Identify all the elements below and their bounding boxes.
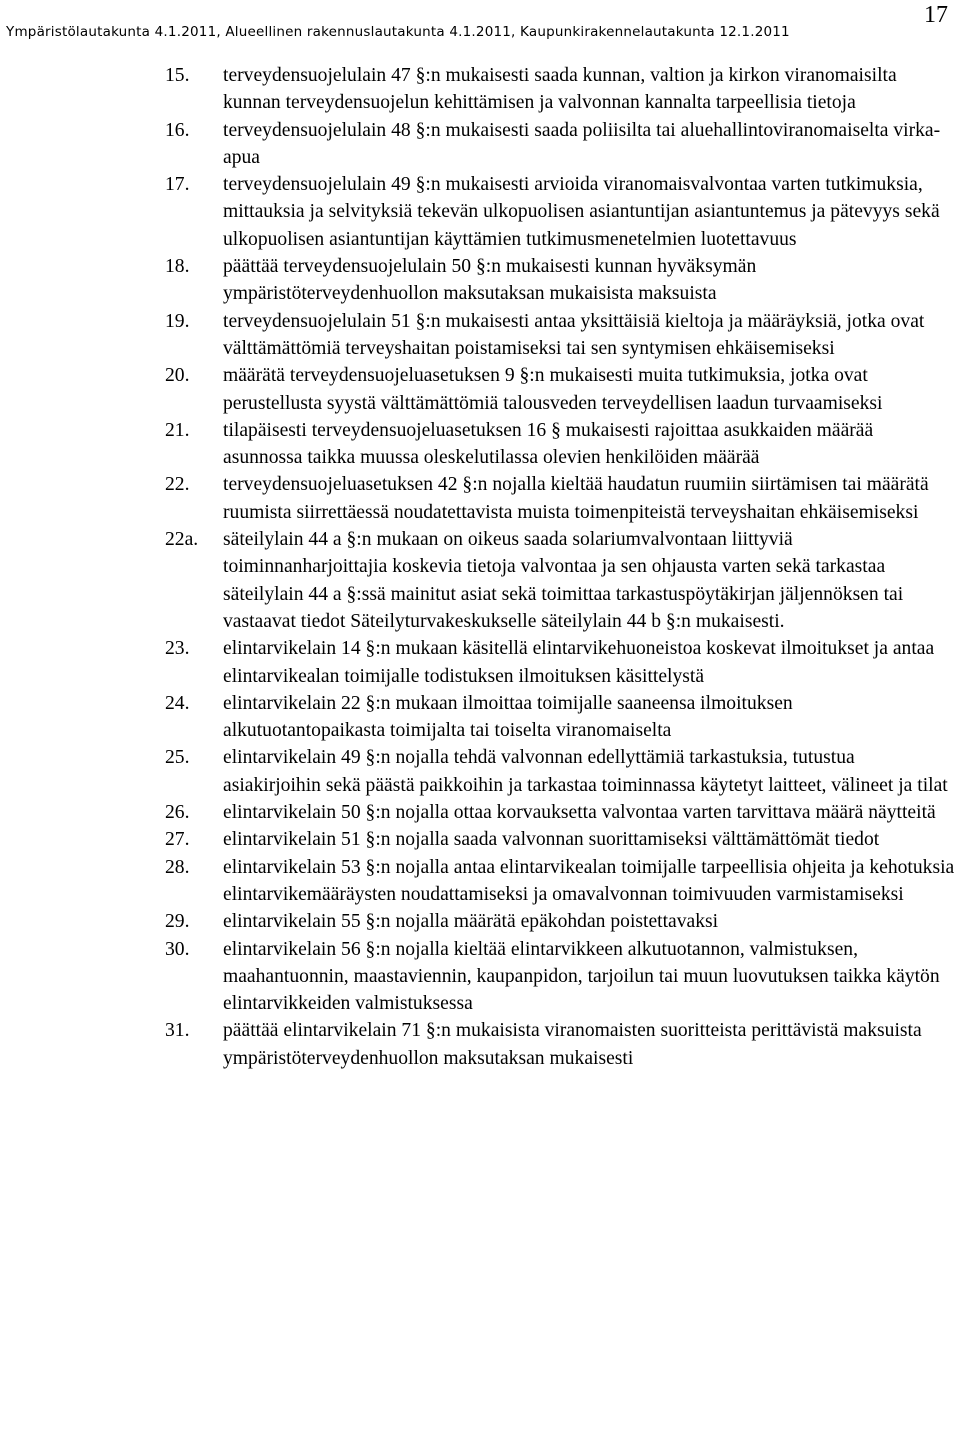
item-number: 17. bbox=[165, 174, 190, 196]
list-item bbox=[165, 171, 955, 253]
item-number: 15. bbox=[165, 65, 190, 86]
page-number: 17 bbox=[924, 2, 948, 28]
item-text: elintarvikelain 55 §:n nojalla määrätä epäkohdan poistettavaksi bbox=[223, 911, 719, 933]
item-number: 29. bbox=[165, 911, 190, 933]
numbered-list bbox=[165, 62, 955, 1072]
list-item bbox=[165, 908, 955, 935]
item-number: 16. bbox=[165, 119, 190, 141]
item-text: elintarvikelain 53 §:n nojalla antaa elintarvikealan toimijalle tarpeellisia ohjeita ja kehotuksia elintarvikemääräysten noudattamiseksi ja omavalvonnan toimivuuden varmistamiseksi bbox=[223, 856, 955, 905]
list-item bbox=[165, 471, 955, 526]
item-number: 24. bbox=[165, 692, 190, 714]
item-number: 23. bbox=[165, 638, 190, 660]
running-header: Ympäristölautakunta 4.1.2011, Alueellinen rakennuslautakunta 4.1.2011, Kaupunkirakennelautakunta 12.1.2011 bbox=[6, 24, 790, 40]
list-item bbox=[165, 635, 955, 690]
item-number: 28. bbox=[165, 856, 190, 878]
item-text: terveydensuojelulain 47 §:n mukaisesti saada kunnan, valtion ja kirkon viranomaisilta kunnan terveydensuojelun kehittämisen ja valvonnan kannalta tarpeellisia tietoja bbox=[223, 65, 897, 114]
item-text: päättää terveydensuojelulain 50 §:n mukaisesti kunnan hyväksymän ympäristöterveydenhuollon maksutaksan mukaisista maksuista bbox=[223, 256, 757, 305]
list-item bbox=[165, 1017, 955, 1072]
item-text: elintarvikelain 56 §:n nojalla kieltää elintarvikkeen alkutuotannon, valmistuksen, maahantuonnin, maastaviennin, kaupanpidon, tarjoilun tai muun luovutuksen taikka käytön elintarvikkeiden valmistuksessa bbox=[223, 938, 940, 1015]
list-item bbox=[165, 362, 955, 417]
item-number: 27. bbox=[165, 829, 190, 851]
list-item bbox=[165, 308, 955, 363]
list-item bbox=[165, 690, 955, 745]
item-text: määrätä terveydensuojeluasetuksen 9 §:n mukaisesti muita tutkimuksia, jotka ovat perustellusta syystä välttämättömiä talousveden terveydellisen laadun turvaamiseksi bbox=[223, 365, 883, 414]
item-number: 25. bbox=[165, 747, 190, 769]
list-item bbox=[165, 799, 955, 826]
list-item bbox=[165, 854, 955, 909]
item-text: elintarvikelain 14 §:n mukaan käsitellä elintarvikehuoneistoa koskevat ilmoitukset ja antaa elintarvikealan toimijalle todistuksen ilmoituksen käsittelystä bbox=[223, 638, 935, 687]
item-text: elintarvikelain 50 §:n nojalla ottaa korvauksetta valvontaa varten tarvittava määrä näytteitä bbox=[223, 802, 936, 824]
item-text: elintarvikelain 22 §:n mukaan ilmoittaa toimijalle saaneensa ilmoituksen alkutuotantopaikasta toimijalta tai toiselta viranomaiselta bbox=[223, 692, 793, 742]
item-number: 20. bbox=[165, 365, 190, 387]
list-item bbox=[165, 62, 955, 117]
item-number: 18. bbox=[165, 256, 190, 278]
item-number: 19. bbox=[165, 310, 190, 332]
item-text: elintarvikelain 49 §:n nojalla tehdä valvonnan edellyttämiä tarkastuksia, tutustua asiakirjoihin sekä päästä paikkoihin ja tarkastaa toiminnassa käytetyt laitteet, välineet ja tilat bbox=[223, 747, 948, 796]
item-number: 22a. bbox=[165, 529, 199, 551]
item-text: päättää elintarvikelain 71 §:n mukaisista viranomaisten suoritteista perittävistä maksuista ympäristöterveydenhuollon maksutaksan mukaisesti bbox=[223, 1020, 922, 1069]
list-item bbox=[165, 117, 955, 172]
list-item bbox=[165, 417, 955, 472]
list-item bbox=[165, 526, 955, 635]
item-text: säteilylain 44 a §:n mukaan on oikeus saada solariumvalvontaan liittyviä toiminnanharjoittajia koskevia tietoja valvontaa ja sen ohjausta varten sekä tarkastaa säteilylain 44 a §:ssä mainitut asiat sekä toimittaa tarkastuspöytäkirjan jäljennöksen tai vastaavat tiedot Säteilyturvakeskukselle säteilylain 44 b §:n mukaisesti. bbox=[223, 529, 904, 632]
item-number: 30. bbox=[165, 938, 190, 960]
list-item bbox=[165, 253, 955, 308]
item-text: terveydensuojelulain 51 §:n mukaisesti antaa yksittäisiä kieltoja ja määräyksiä, jotka ovat välttämättömiä terveyshaitan poistamiseksi tai sen syntymisen ehkäisemiseksi bbox=[223, 310, 925, 359]
item-text: terveydensuojeluasetuksen 42 §:n nojalla kieltää haudatun ruumiin siirtämisen tai määrätä ruumista siirrettäessä noudatettavista muista toimenpiteistä terveyshaitan ehkäisemiseksi bbox=[223, 474, 929, 523]
list-item bbox=[165, 826, 955, 853]
list-item bbox=[165, 936, 955, 1018]
item-text: terveydensuojelulain 49 §:n mukaisesti arvioida viranomaisvalvontaa varten tutkimuksia, mittauksia ja selvityksiä tekevän ulkopuolisen asiantuntijan asiantuntemus ja pätevyys sekä ulkopuolisen asiantuntijan käyttämien tutkimusmenetelmien luotettavuus bbox=[223, 174, 940, 250]
item-text: tilapäisesti terveydensuojeluasetuksen 16 § mukaisesti rajoittaa asukkaiden määrää asunnossa taikka muussa oleskelutilassa olevien henkilöiden määrää bbox=[223, 419, 874, 469]
item-number: 31. bbox=[165, 1020, 190, 1042]
list-item bbox=[165, 744, 955, 799]
item-text: elintarvikelain 51 §:n nojalla saada valvonnan suorittamiseksi välttämättömät tiedot bbox=[223, 829, 880, 851]
item-number: 21. bbox=[165, 419, 190, 441]
item-text: terveydensuojelulain 48 §:n mukaisesti saada poliisilta tai aluehallintoviranomaiselta virka-apua bbox=[223, 119, 941, 168]
item-number: 22. bbox=[165, 474, 190, 496]
item-number: 26. bbox=[165, 802, 190, 824]
